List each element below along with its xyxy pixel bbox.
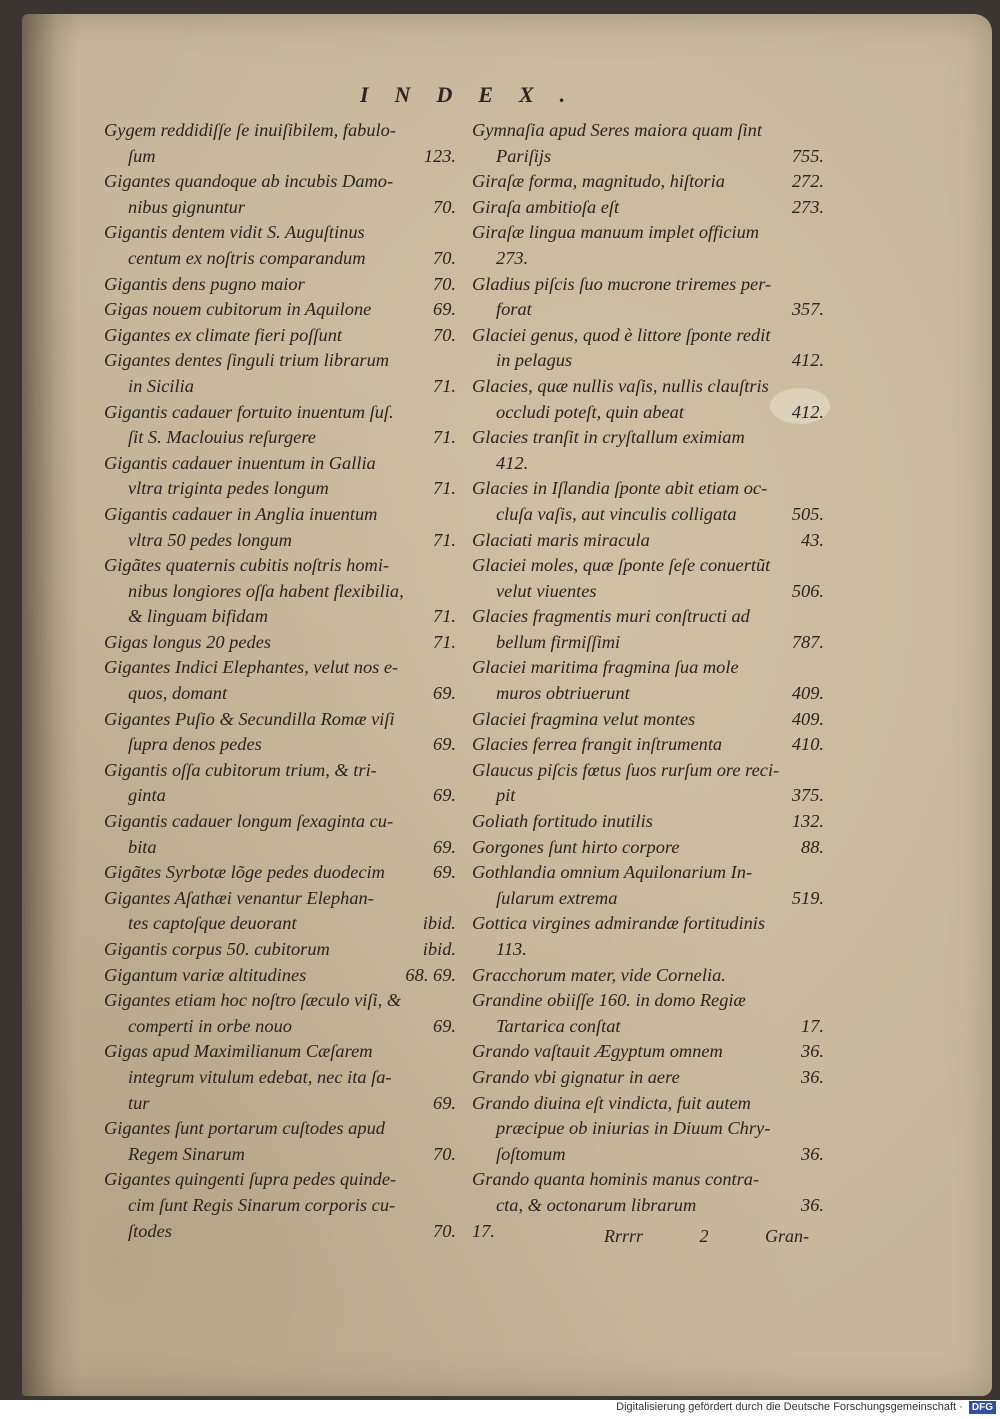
index-entry [472, 476, 824, 527]
index-page-number: 69. [433, 862, 456, 883]
index-entry [104, 297, 456, 323]
index-page-number: 71. [433, 631, 456, 652]
index-entry [104, 348, 456, 399]
index-entry-text: Gigãtes quaternis cubitis noſtris homi- [104, 555, 390, 576]
index-entry-text: cluſa vaſis, aut vinculis colligata [496, 503, 737, 524]
index-entry [472, 374, 824, 425]
index-page-number: 505. [791, 503, 824, 524]
index-page-number: 69. [433, 683, 456, 704]
index-entry-text: centum ex noſtris comparandum [128, 247, 366, 268]
index-entry [472, 553, 824, 604]
index-entry-text: quos, domant [128, 683, 228, 704]
index-entry [104, 988, 456, 1039]
index-entry-text: Gigantis cadauer in Anglia inuentum [104, 503, 378, 524]
index-entry [104, 809, 456, 860]
index-page-number: ibid. [422, 939, 456, 959]
index-entry-text: Gigantis cadauer longum ſexaginta cu- [104, 811, 394, 832]
index-page-number: 70. [433, 247, 456, 268]
index-entry-text: Grando diuina eſt vindicta, fuit autem [472, 1092, 751, 1113]
index-entry [104, 707, 456, 758]
index-entry-text: Gorgones ſunt hirto corpore [472, 836, 680, 857]
footer-text: Digitalisierung gefördert durch die Deutsche Forschungsgemeinschaft · [616, 1401, 963, 1413]
index-entry [472, 963, 824, 989]
index-entry-text: Gigantes quandoque ab incubis Damo- [104, 171, 394, 192]
index-entry-text: cim ſunt Regis Sinarum corporis cu- [128, 1194, 396, 1215]
index-page-number: 375. [791, 785, 824, 806]
index-entry-text: vltra triginta pedes longum [128, 478, 329, 499]
index-entry [104, 655, 456, 706]
index-page-number: 755. [791, 145, 824, 166]
index-entry-text: tes captoſque deuorant [128, 913, 297, 934]
index-entry-text: occludi poteſt, quin abeat [496, 401, 684, 422]
index-page-number: 70. [433, 196, 456, 217]
index-entry-text: forat [496, 299, 532, 320]
index-entry-text: Gigantes dentes ſinguli trium librarum [104, 350, 390, 371]
index-page-number: 409. [791, 708, 824, 729]
index-entry [104, 758, 456, 809]
index-page-number: 69. [433, 734, 456, 755]
index-page-number: 36. [801, 1143, 824, 1164]
index-page-number: 88. [801, 836, 824, 857]
index-entry-text: Gigas nouem cubitorum in Aquilone [104, 299, 372, 320]
index-entry [104, 323, 456, 349]
signature-number: 2 [699, 1226, 709, 1246]
index-entry-text: 412. [496, 452, 529, 473]
index-entry-text: Gigantis corpus 50. cubitorum [104, 939, 330, 959]
index-entry-text: Grando vaſtauit Ægyptum omnem [472, 1041, 723, 1062]
index-entry [104, 118, 456, 169]
index-entry-text: Gigas apud Maximilianum Cæſarem [104, 1041, 373, 1062]
signature-mark: Rrrrr [604, 1226, 644, 1246]
index-page-number: 70. [433, 273, 456, 294]
index-entry-text: Gigantis oſſa cubitorum trium, & tri- [104, 759, 377, 780]
index-entry [104, 1116, 456, 1167]
index-entry [104, 963, 456, 989]
index-entry [472, 835, 824, 861]
catchword: Gran- [765, 1226, 810, 1246]
index-page-number: 69. [433, 1092, 456, 1113]
index-entry-text: Gigantes ex climate fieri poſſunt [104, 324, 343, 345]
index-entry [104, 502, 456, 553]
index-page-number: 70. [433, 1220, 456, 1241]
index-entry-text: præcipue ob iniurias in Diuum Chry- [496, 1118, 771, 1139]
index-page-number: 506. [791, 580, 824, 601]
index-entry-text: ſit S. Maclouius reſurgere [128, 427, 316, 448]
index-entry [104, 220, 456, 271]
index-entry-text: Grando quanta hominis manus contra- [472, 1169, 760, 1190]
index-page-number: 36. [801, 1194, 824, 1215]
index-entry-text: Tartarica conſtat [496, 1015, 621, 1036]
index-page-number: 69. [433, 836, 456, 857]
index-entry-text: vltra 50 pedes longum [128, 529, 292, 550]
index-entry-text: Glaciei maritima fragmina ſua mole [472, 657, 739, 678]
index-page-number: 787. [791, 631, 824, 652]
index-entry-text: Gygem reddidiſſe ſe inuiſibilem, fabulo- [104, 120, 396, 140]
index-entry-text: Gottica virgines admirandæ fortitudinis [472, 913, 766, 934]
index-entry-text: 17. [472, 1220, 495, 1241]
index-entry-text: Gladius piſcis ſuo mucrone triremes per- [472, 273, 772, 294]
index-page-number: 410. [791, 734, 824, 755]
index-entry-text: Glaucus piſcis fœtus ſuos rurſum ore reci- [472, 759, 780, 780]
index-entry-text: Glacies tranſit in cryſtallum eximiam [472, 427, 745, 448]
index-entry [104, 1039, 456, 1116]
index-entry-text: Gigantis dentem vidit S. Auguſtinus [104, 222, 365, 243]
index-page-number: 273. [791, 196, 824, 217]
index-entry [472, 323, 824, 374]
index-entry-text: Gigas longus 20 pedes [104, 631, 272, 652]
index-entry-text: Glacies ferrea frangit inſtrumenta [472, 734, 723, 755]
index-entry-text: Gymnaſia apud Seres maiora quam ſint [472, 120, 762, 140]
index-page-number: 272. [791, 171, 824, 192]
dfg-logo: DFG [969, 1401, 996, 1414]
index-entry [472, 169, 824, 195]
index-entry-text: ſtodes [128, 1220, 172, 1241]
index-page-number: 17. [801, 1015, 824, 1036]
index-entry [472, 1091, 824, 1168]
index-entry-text: ſularum extrema [496, 887, 618, 908]
index-entry [472, 195, 824, 221]
index-entry-text: Gigantis cadauer fortuito inuentum ſuſ. [104, 401, 394, 422]
index-entry-text: Gigantes quingenti ſupra pedes quinde- [104, 1169, 397, 1190]
index-page-number: 69. [433, 785, 456, 806]
index-entry-text: cta, & octonarum librarum [496, 1194, 697, 1215]
index-page-number: 412. [791, 401, 824, 422]
page-gutter-shadow [22, 14, 80, 1396]
index-page-number: 71. [433, 427, 456, 448]
index-entry [472, 758, 824, 809]
index-page-number: 519. [791, 887, 824, 908]
index-page-number: 69. [433, 299, 456, 320]
index-page-number: 36. [801, 1041, 824, 1062]
index-page-number: 36. [801, 1066, 824, 1087]
index-entry [104, 1167, 456, 1244]
index-entry [472, 272, 824, 323]
index-entry-text: Giraſæ forma, magnitudo, hiſtoria [472, 171, 725, 192]
index-page-number: ibid. [422, 913, 456, 934]
left-index-column [104, 118, 456, 1244]
index-entry-text: Glacies fragmentis muri conſtructi ad [472, 606, 750, 627]
index-entry-text: Giraſæ lingua manuum implet officium [472, 222, 760, 243]
index-entry [104, 400, 456, 451]
index-entry-text: velut viuentes [496, 580, 597, 601]
index-entry-text: Gigantes ſunt portarum cuſtodes apud [104, 1118, 385, 1139]
index-entry [472, 707, 824, 733]
index-entry-text: 273. [496, 247, 529, 268]
index-entry-text: Glaciei moles, quæ ſponte ſeſe conuertũt [472, 555, 771, 576]
index-entry-text: in Sicilia [128, 375, 194, 396]
index-entry [104, 886, 456, 937]
index-entry-text: ſupra denos pedes [128, 734, 262, 755]
index-page-number: 71. [433, 478, 456, 499]
index-entry [472, 1167, 824, 1218]
index-page-number: 69. [433, 1015, 456, 1036]
index-entry-text: in pelagus [496, 350, 573, 371]
index-entry [104, 630, 456, 656]
index-entry-text: Grandine obiiſſe 160. in domo Regiæ [472, 990, 746, 1011]
index-entry-text: bita [128, 836, 157, 857]
index-entry-text: Glaciei genus, quod è littore ſponte redit [472, 324, 771, 345]
index-entry [472, 911, 824, 962]
index-page-number: 412. [791, 350, 824, 371]
index-entry-text: ſum [128, 145, 156, 166]
index-page-number: 357. [791, 299, 824, 320]
index-entry-text: ginta [128, 785, 166, 806]
index-entry [472, 425, 824, 476]
index-entry-text: Pariſijs [496, 145, 552, 166]
index-page-number: 68. 69. [405, 964, 456, 985]
index-entry [104, 937, 456, 963]
index-entry-text: Gigantes Indici Elephantes, velut nos e- [104, 657, 399, 678]
index-entry [472, 604, 824, 655]
index-entry-text: ſoſtomum [496, 1143, 566, 1164]
index-entry-text: Giraſa ambitioſa eſt [472, 196, 620, 217]
index-entry-text: Glacies in Iſlandia ſponte abit etiam oc- [472, 478, 768, 499]
index-entry-text: Gothlandia omnium Aquilonarium In- [472, 862, 753, 883]
index-page-number: 71. [433, 529, 456, 550]
index-entry [472, 655, 824, 706]
index-entry [104, 451, 456, 502]
index-entry-text: Gigantis dens pugno maior [104, 273, 305, 294]
index-entry-text: Gracchorum mater, vide Cornelia. [472, 964, 726, 985]
index-entry-text: & linguam bifidam [128, 606, 268, 627]
index-entry [104, 169, 456, 220]
index-entry [472, 1065, 824, 1091]
index-entry-text: nibus longiores oſſa habent flexibilia, [128, 580, 404, 601]
index-entry-text: tur [128, 1092, 150, 1113]
index-entry-text: Gigantes Aſathæi venantur Elephan- [104, 887, 374, 908]
index-page-number: 70. [433, 1143, 456, 1164]
index-entry [104, 553, 456, 630]
index-entry-text: integrum vitulum edebat, nec ita ſa- [128, 1066, 392, 1087]
index-entry-text: Gigantes Puſio & Secundilla Romæ viſi [104, 708, 395, 729]
index-entry [472, 988, 824, 1039]
index-entry [472, 528, 824, 554]
index-entry-text: Glaciati maris miracula [472, 529, 650, 550]
index-entry-text: Gigantes etiam hoc noſtro ſæculo viſi, & [104, 990, 402, 1011]
page-header: INDEX. [360, 82, 592, 107]
digitization-footer [598, 1401, 996, 1417]
index-entry-text: comperti in orbe nouo [128, 1015, 292, 1036]
index-entry-text: muros obtriuerunt [496, 683, 630, 704]
index-page-number: 71. [433, 606, 456, 627]
index-entry-text: Gigantum variæ altitudines [104, 964, 307, 985]
index-entry-text: Regem Sinarum [128, 1143, 245, 1164]
index-entry-text: pit [496, 785, 516, 806]
index-entry-text: nibus gignuntur [128, 196, 245, 217]
index-entry-text: bellum firmiſſimi [496, 631, 621, 652]
index-entry [104, 272, 456, 298]
index-entry-text: 113. [496, 939, 527, 959]
index-entry-text: Grando vbi gignatur in aere [472, 1066, 680, 1087]
index-entry [472, 1039, 824, 1065]
index-page-number: 70. [433, 324, 456, 345]
index-entry [472, 118, 824, 169]
index-page-number: 132. [791, 811, 824, 832]
index-entry [472, 220, 824, 271]
right-index-column [472, 118, 824, 1244]
index-entry-text: Glacies, quæ nullis vaſis, nullis clauſtris [472, 375, 769, 396]
index-page-number: 43. [801, 529, 824, 550]
index-entry [472, 860, 824, 911]
index-entry-text: Gigãtes Syrbotæ lõge pedes duodecim [104, 862, 385, 883]
index-page-number: 123. [423, 145, 456, 166]
index-entry [104, 860, 456, 886]
page-bottom-line [604, 1226, 844, 1247]
index-entry-text: Gigantis cadauer inuentum in Gallia [104, 452, 376, 473]
index-page-number: 71. [433, 375, 456, 396]
index-entry-text: Goliath fortitudo inutilis [472, 811, 653, 832]
index-entry [472, 809, 824, 835]
index-entry-text: Glaciei fragmina velut montes [472, 708, 696, 729]
index-page-number: 409. [791, 683, 824, 704]
index-entry [472, 732, 824, 758]
